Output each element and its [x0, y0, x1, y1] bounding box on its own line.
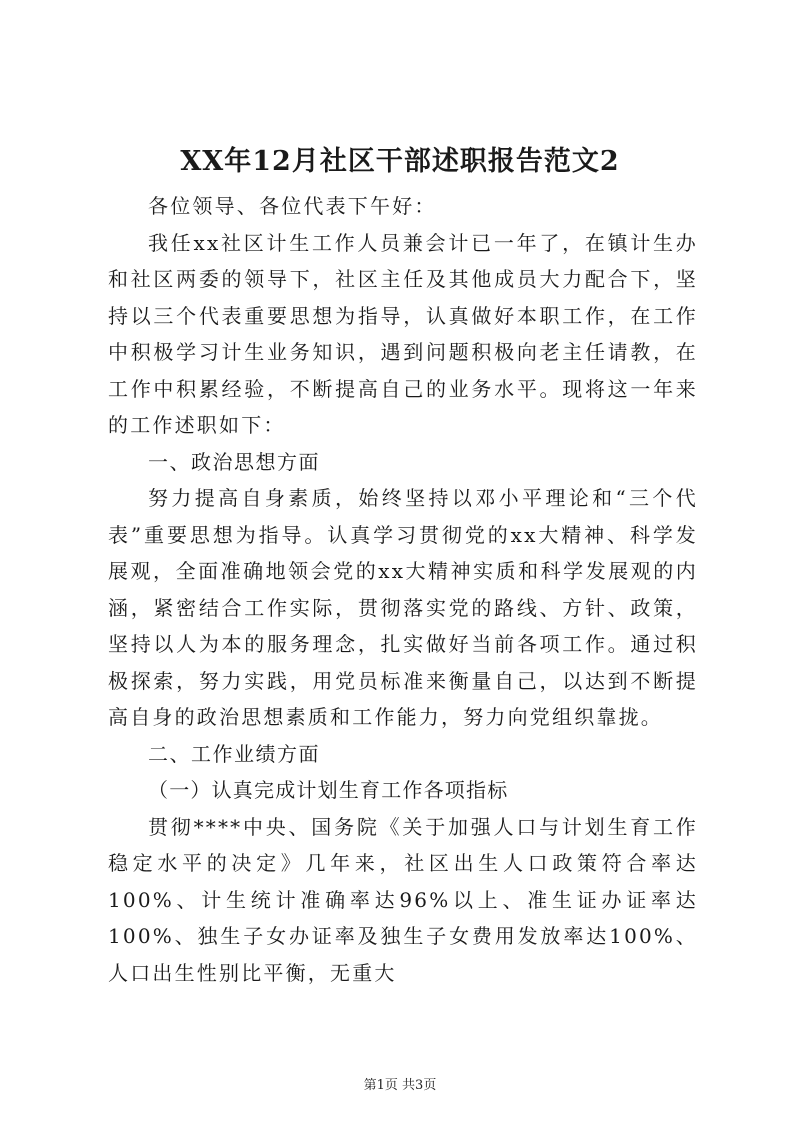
document-body — [108, 188, 698, 991]
section-heading-political: 一、政治思想方面 — [148, 449, 320, 474]
page-number-footer: 第1页 共3页 — [363, 1078, 437, 1093]
family-planning-paragraph: 贯彻****中央、国务院《关于加强人口与计划生育工作稳定水平的决定》几年来，社区出生人口政策符合率达100%、计生统计准确率达96%以上、准生证办证率达100%、独生子女办证率及独生子女费用发放率达100%、人口出生性别比平衡，无重大 — [108, 814, 698, 985]
document-title: XX年12月社区干部述职报告范文2 — [180, 146, 620, 177]
political-paragraph: 努力提高自身素质，始终坚持以邓小平理论和“三个代表”重要思想为指导。认真学习贯彻党的xx大精神、科学发展观，全面准确地领会党的xx大精神实质和科学发展观的内涵，紧密结合工作实际，贯彻落实党的路线、方针、政策，坚持以人为本的服务理念，扎实做好当前各项工作。通过积极探索，努力实践，用党员标准来衡量自己，以达到不断提高自身的政治思想素质和工作能力，努力向党组织靠拢。 — [108, 486, 698, 729]
greeting-paragraph: 各位领导、各位代表下午好： — [148, 194, 437, 218]
intro-paragraph: 我任xx社区计生工作人员兼会计已一年了，在镇计生办和社区两委的领导下，社区主任及其他成员大力配合下，坚持以三个代表重要思想为指导，认真做好本职工作，在工作中积极学习计生业务知识，遇到问题积极向老主任请教，在工作中积累经验，不断提高自己的业务水平。现将这一年来的工作述职如下： — [108, 230, 698, 437]
subsection-heading-family-planning: （一）认真完成计划生育工作各项指标 — [148, 778, 509, 802]
section-heading-performance: 二、工作业绩方面 — [148, 741, 320, 766]
